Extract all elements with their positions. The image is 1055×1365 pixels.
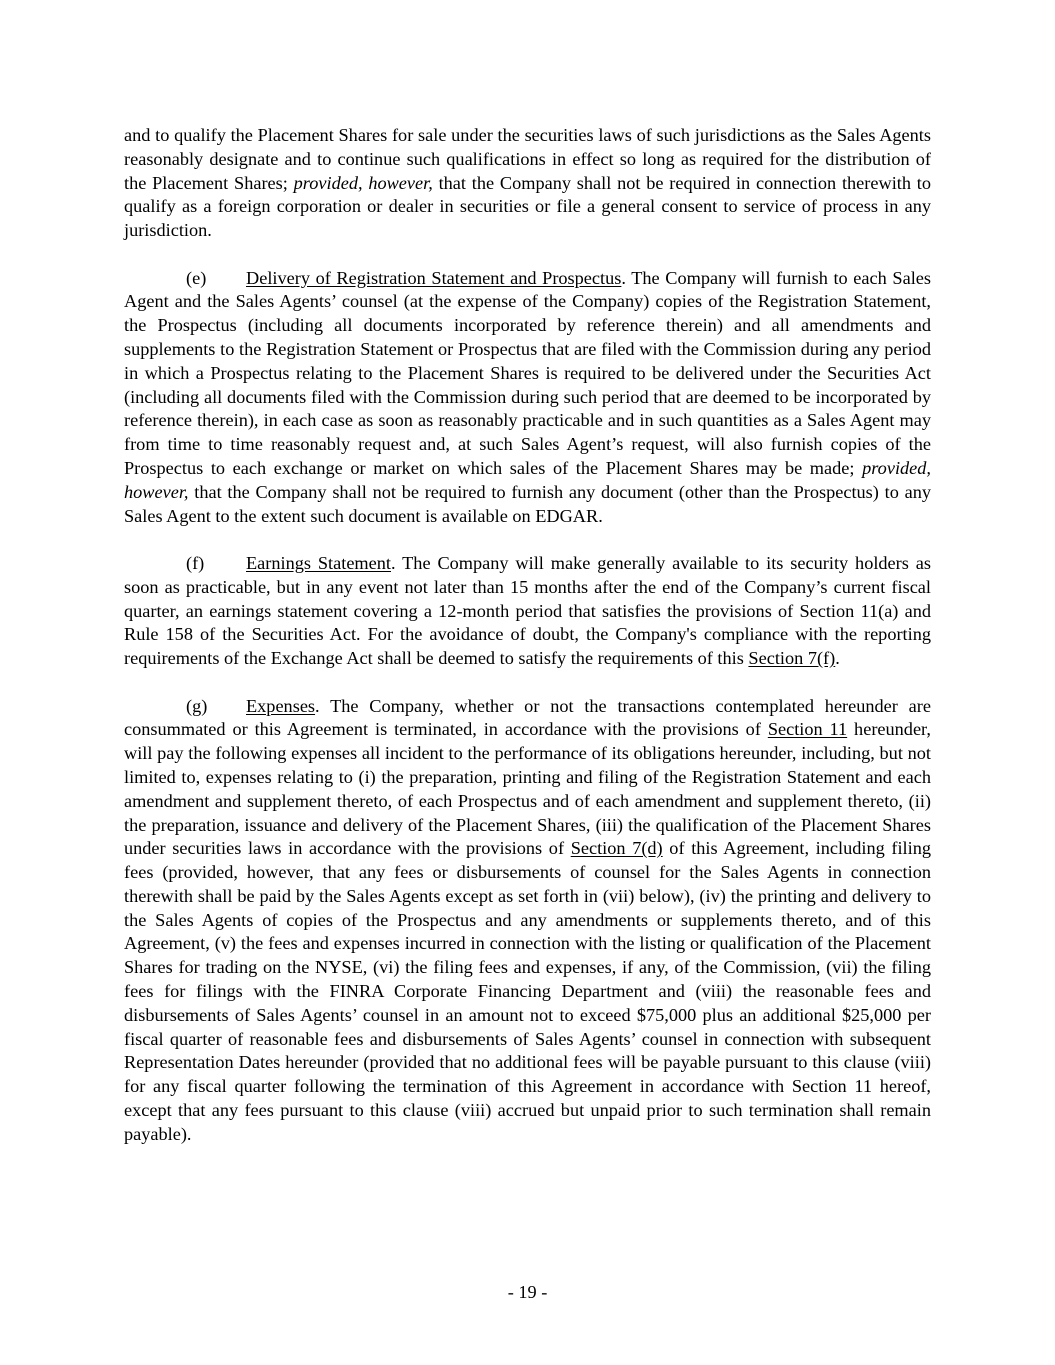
section-reference: Section 7(d)	[570, 838, 663, 859]
text: . The Company will make generally available to its security holders as soon as practicable, but in any event not later than 15 months after the end of the Company’s current fiscal quarter, an earnings statement covering a 12-month period that satisfies the provisions of Section 11(a) and Rule 158 of the Securities Act. For the avoidance of doubt, the Company's compliance with the reporting requirements of the Exchange Act shall be deemed to satisfy the requirements of this	[124, 552, 931, 669]
paragraph-e	[124, 267, 931, 529]
text: . The Company, whether or not the transactions contemplated hereunder are consummated or this Agreement is terminated, in accordance with the provisions of	[124, 695, 931, 740]
clause-heading: Expenses	[246, 695, 316, 716]
section-reference: Section 7(f)	[748, 648, 836, 669]
italic-text: provided, however,	[293, 172, 433, 193]
clause-number: (e)	[186, 267, 207, 288]
text: that the Company shall not be required to furnish any document (other than the Prospectus) to any Sales Agent to the extent such document is available on EDGAR.	[124, 481, 931, 526]
page-number: - 19 -	[507, 1282, 548, 1302]
clause-number: (f)	[186, 552, 205, 573]
text: that the Company shall not be required in connection therewith to qualify as a foreign corporation or dealer in securities or file a general consent to service of process in any jurisdiction.	[124, 172, 931, 241]
italic-text: provided, however,	[124, 457, 931, 502]
text: and to qualify the Placement Shares for sale under the securities laws of such jurisdictions as the Sales Agents reasonably designate and to continue such qualifications in effect so long as required for the distribution of the Placement Shares;	[124, 125, 931, 193]
paragraph-f	[124, 552, 931, 671]
clause-heading: Earnings Statement	[246, 552, 391, 573]
clause-heading: Delivery of Registration Statement and Prospectus	[246, 267, 622, 288]
clause-number: (g)	[186, 695, 208, 716]
paragraph-d-continuation	[124, 124, 931, 243]
paragraph-g	[124, 695, 931, 1147]
text: . The Company will furnish to each Sales Agent and the Sales Agents’ counsel (at the expense of the Company) copies of the Registration Statement, the Prospectus (including all documents incorporated by reference therein) and all amendments and supplements to the Registration Statement or Prospectus that are filed with the Commission during any period in which a Prospectus relating to the Placement Shares is required to be delivered under the Securities Act (including all documents filed with the Commission during such period that are deemed to be incorporated by reference therein), in each case as soon as reasonably practicable and in such quantities as a Sales Agent may from time to time reasonably request and, at such Sales Agent’s request, will also furnish copies of the Prospectus to each exchange or market on which sales of the Placement Shares may be made;	[124, 267, 931, 478]
text: .	[835, 648, 840, 669]
text: hereunder, will pay the following expenses all incident to the performance of its obligations hereunder, including, but not limited to, expenses relating to (i) the preparation, printing and filing of the Registration Statement and each amendment and supplement thereto, of each Prospectus and of each amendment and supplement thereto, (ii) the preparation, issuance and delivery of the Placement Shares, (iii) the qualification of the Placement Shares under securities laws in accordance with the provisions of	[124, 719, 931, 859]
text: of this Agreement, including filing fees (provided, however, that any fees or disbursements of counsel for the Sales Agents in connection therewith shall be paid by the Sales Agents except as set forth in (vii) below), (iv) the printing and delivery to the Sales Agents of copies of the Prospectus and any amendments or supplements thereto, and of this Agreement, (v) the fees and expenses incurred in connection with the listing or qualification of the Placement Shares for trading on the NYSE, (vi) the filing fees and expenses, if any, of the Commission, (vii) the filing fees for filings with the FINRA Corporate Financing Department and (viii) the reasonable fees and disbursements of Sales Agents’ counsel in an amount not to exceed $75,000 plus an additional $25,000 per fiscal quarter of reasonable fees and disbursements of Sales Agents’ counsel in connection with subsequent Representation Dates hereunder (provided that no additional fees will be payable pursuant to this clause (viii) for any fiscal quarter following the termination of this Agreement in accordance with Section 11 hereof, except that any fees pursuant to this clause (viii) accrued but unpaid prior to such termination shall remain payable).	[124, 838, 931, 1144]
section-reference: Section 11	[767, 719, 848, 740]
